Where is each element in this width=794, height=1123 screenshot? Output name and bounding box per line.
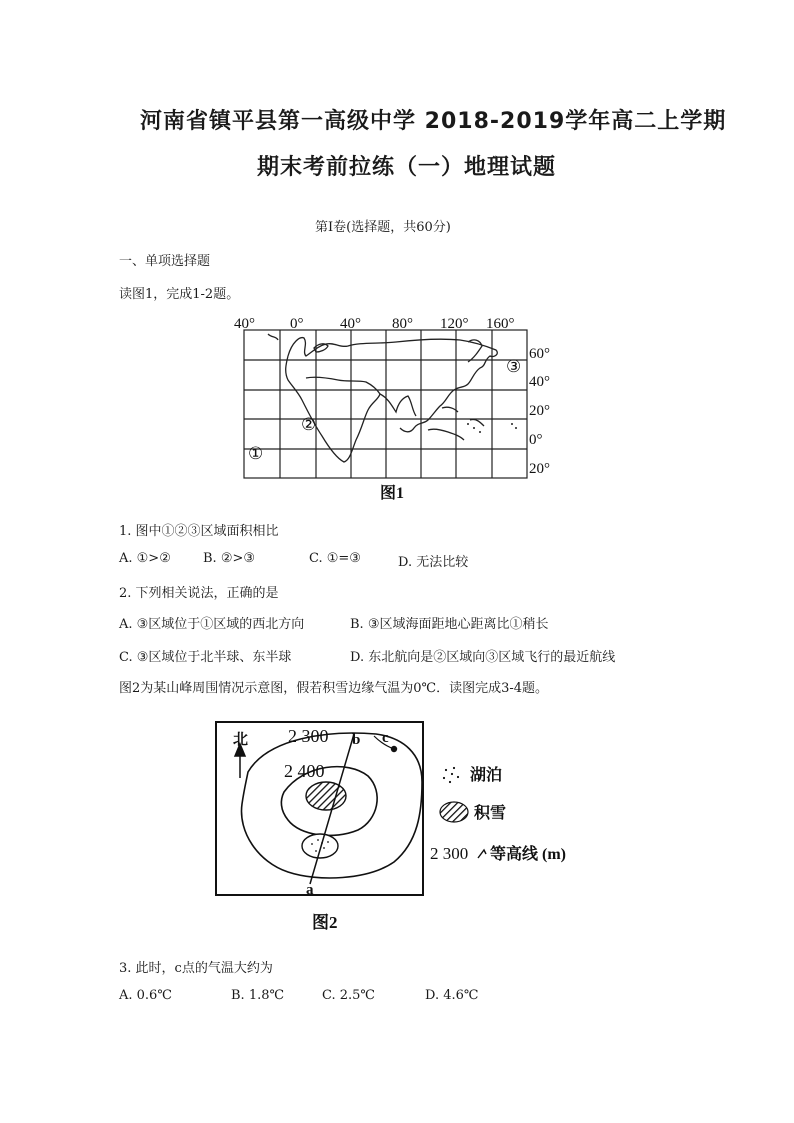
document-title-line1: 河南省镇平县第一高级中学 2018-2019学年高二上学期 (140, 109, 727, 134)
lat-label: 0° (529, 432, 543, 448)
option-d: D. 无法比较 (398, 555, 469, 570)
legend-contour-value: 2 300 (430, 844, 469, 863)
option-b: B. ②>③ (203, 551, 256, 566)
legend-snow-icon (440, 802, 468, 822)
point-a-label: a (306, 882, 314, 898)
option-c: C. ③区域位于北半球、东半球 (119, 650, 292, 665)
document-title-line2: 期末考前拉练（一）地理试题 (257, 155, 557, 180)
option-b: B. 1.8℃ (231, 988, 285, 1003)
figure2-caption: 图2 (312, 913, 338, 932)
legend-lake-icon (443, 767, 459, 783)
figure1-caption: 图1 (380, 485, 405, 502)
option-a: A. ③区域位于①区域的西北方向 (119, 617, 305, 632)
figure2-diagram (208, 712, 583, 940)
lon-label: 80° (392, 316, 413, 332)
volume-heading: 第Ⅰ卷(选择题，共60分) (315, 220, 451, 235)
region-label-1: ① (248, 444, 264, 463)
question-stem: 1. 图中①②③区域面积相比 (119, 524, 279, 539)
region-label-3: ③ (506, 357, 522, 376)
lat-label: 40° (529, 374, 550, 390)
point-b-label: b (352, 732, 361, 748)
north-arrow-icon (235, 744, 245, 778)
north-label: 北 (233, 732, 249, 748)
option-c: C. ①=③ (309, 551, 361, 566)
legend-contour-label: 等高线 (m) (490, 846, 566, 863)
lon-label: 40° (234, 316, 255, 332)
question-stem: 3. 此时，c点的气温大约为 (119, 961, 273, 976)
legend-snow-label: 积雪 (474, 805, 507, 822)
point-c-label: c (382, 730, 389, 746)
coastlines (268, 334, 497, 462)
lon-label: 120° (440, 316, 469, 332)
option-b: B. ③区域海面距地心距离比①稍长 (350, 617, 549, 632)
legend-contour-icon (478, 850, 486, 858)
option-a: A. ①>② (119, 551, 171, 566)
option-c: C. 2.5℃ (322, 988, 375, 1003)
intro-figure2: 图2为某山峰周围情况示意图，假若积雪边缘气温为0℃．读图完成3-4题。 (119, 681, 549, 696)
lon-label: 160° (486, 316, 515, 332)
part-heading: 一、单项选择题 (119, 254, 211, 269)
question-stem: 2. 下列相关说法，正确的是 (119, 586, 279, 601)
map-grid (244, 330, 527, 478)
lat-label: 60° (529, 346, 550, 362)
lon-label: 0° (290, 316, 304, 332)
intro-figure1: 读图1，完成1-2题。 (119, 287, 240, 302)
option-d: D. 东北航向是②区域向③区域飞行的最近航线 (350, 650, 616, 665)
option-a: A. 0.6℃ (119, 988, 172, 1003)
lake (302, 834, 338, 858)
region-label-2: ② (301, 415, 317, 434)
snow-patch (306, 782, 346, 810)
lat-label: 20° (529, 403, 550, 419)
lon-label: 40° (340, 316, 361, 332)
option-d: D. 4.6℃ (425, 988, 479, 1003)
figure1-map (228, 312, 568, 502)
legend-lake-label: 湖泊 (470, 767, 503, 784)
contour-label-2300: 2 300 (288, 726, 329, 746)
lat-label: 20° (529, 461, 550, 477)
contour-label-2400: 2 400 (284, 761, 325, 781)
